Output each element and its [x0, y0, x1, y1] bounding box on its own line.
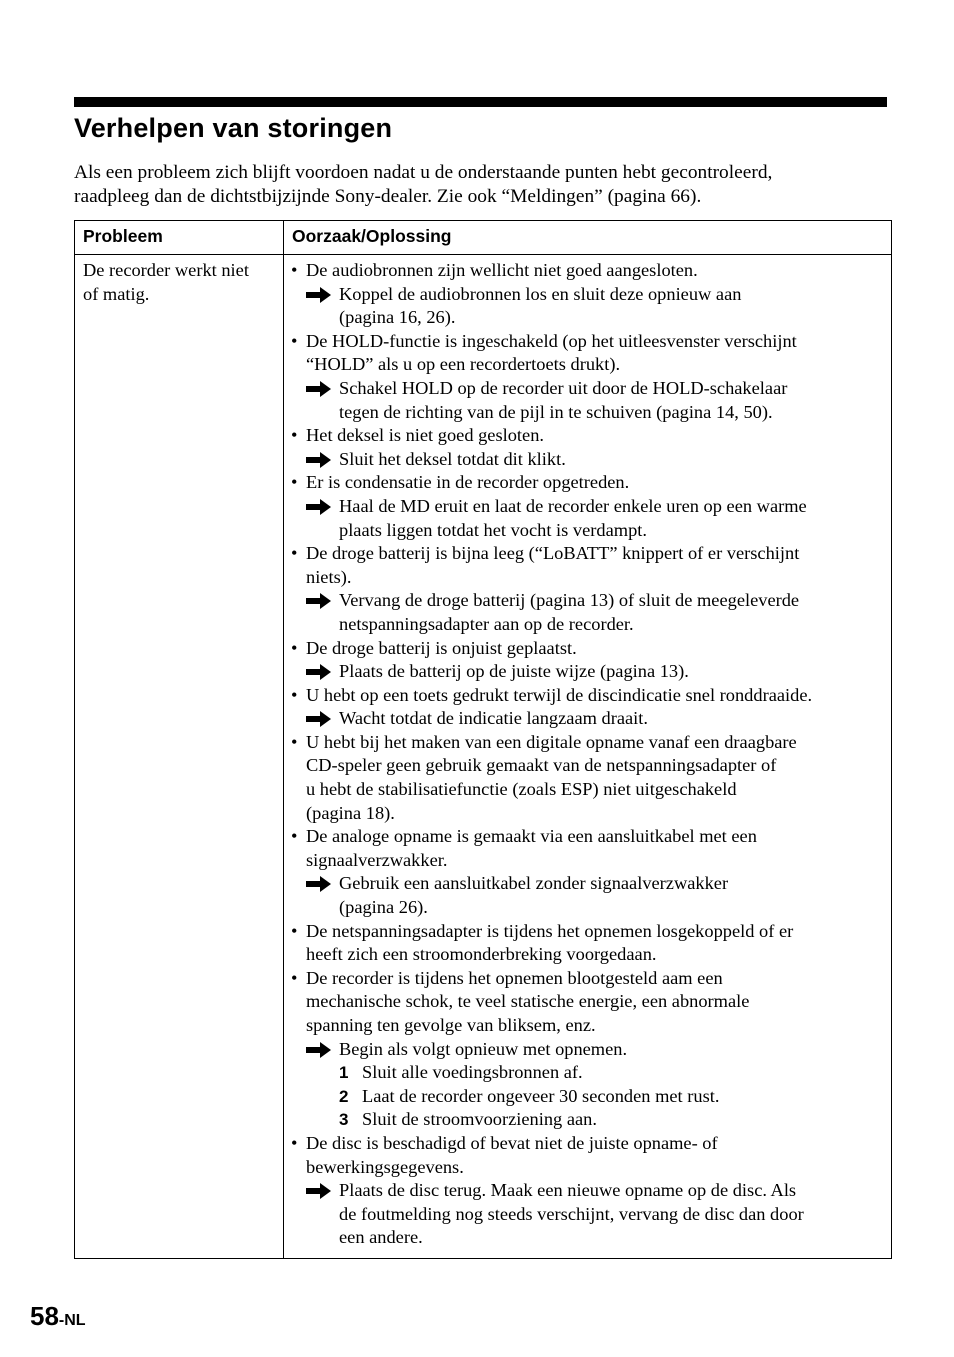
right-arrow-icon: [306, 593, 332, 609]
cause-text: u hebt de stabilisatiefunctie (zoals ESP) niet uitgeschakeld: [306, 779, 737, 800]
right-arrow-icon: [306, 287, 332, 303]
page-number-value: 58: [30, 1301, 59, 1331]
cause-line: [291, 943, 887, 967]
bullet-point: •: [291, 826, 298, 847]
cause-text: heeft zich een stroomonderbreking voorgedaan.: [306, 944, 657, 965]
remedy-line: [291, 707, 887, 731]
remedy-line: [291, 1203, 887, 1227]
cause-text: niets).: [306, 566, 352, 587]
remedy-text: Sluit het deksel totdat dit klikt.: [339, 448, 566, 469]
bullet-point: •: [291, 330, 298, 351]
right-arrow-icon: [306, 452, 332, 468]
cause-text: (pagina 18).: [306, 802, 395, 823]
cause-text: Er is condensatie in de recorder opgetreden.: [306, 472, 630, 493]
remedy-text: (pagina 26).: [339, 897, 428, 918]
cause-line: [291, 684, 887, 708]
right-arrow-icon: [306, 711, 332, 727]
step-number: 3: [339, 1110, 349, 1130]
bullet-point: •: [291, 637, 298, 658]
bullet-point: •: [291, 920, 298, 941]
remedy-line: [291, 896, 887, 920]
remedy-text: Plaats de disc terug. Maak een nieuwe opname op de disc. Als: [339, 1180, 797, 1201]
remedy-text: netspanningsadapter aan op de recorder.: [339, 613, 634, 634]
cause-line: [291, 471, 887, 495]
title-rule: [74, 97, 887, 107]
cause-text: De droge batterij is bijna leeg (“LoBATT” knippert of er verschijnt: [306, 543, 800, 564]
remedy-line: [291, 872, 887, 896]
remedy-line: [291, 519, 887, 543]
cause-text: De analoge opname is gemaakt via een aansluitkabel met een: [306, 826, 757, 847]
remedy-line: [291, 401, 887, 425]
remedy-line: [291, 495, 887, 519]
cause-text: U hebt bij het maken van een digitale opname vanaf een draagbare: [306, 731, 797, 752]
solution-cell: [284, 255, 892, 1259]
remedy-text: Koppel de audiobronnen los en sluit deze opnieuw aan: [339, 283, 742, 304]
remedy-text: tegen de richting van de pijl in te schuiven (pagina 14, 50).: [339, 401, 773, 422]
bullet-point: •: [291, 472, 298, 493]
remedy-text: Begin als volgt opnieuw met opnemen.: [339, 1038, 628, 1059]
remedy-text: de foutmelding nog steeds verschijnt, vervang de disc dan door: [339, 1203, 804, 1224]
right-arrow-icon: [306, 381, 332, 397]
cause-text: De disc is beschadigd of bevat niet de juiste opname- of: [306, 1132, 718, 1153]
remedy-text: Schakel HOLD op de recorder uit door de HOLD-schakelaar: [339, 377, 788, 398]
cause-line: [291, 542, 887, 566]
remedy-text: Gebruik een aansluitkabel zonder signaalverzwakker: [339, 873, 729, 894]
remedy-text: (pagina 16, 26).: [339, 307, 456, 328]
cause-text: De audiobronnen zijn wellicht niet goed aangesloten.: [306, 260, 698, 280]
remedy-line: [291, 1179, 887, 1203]
bullet-point: •: [291, 967, 298, 988]
intro-line: Als een probleem zich blijft voordoen nadat u de onderstaande punten hebt gecontroleerd,: [74, 162, 773, 183]
right-arrow-icon: [306, 499, 332, 515]
cause-text: CD-speler geen gebruik gemaakt van de netspanningsadapter of: [306, 755, 777, 776]
cause-line: [291, 754, 887, 778]
intro-line: raadpleeg dan de dichtstbijzijnde Sony-dealer. Zie ook “Meldingen” (pagina 66).: [74, 185, 702, 207]
cause-text: De recorder is tijdens het opnemen blootgesteld aam een: [306, 967, 723, 988]
bullet-point: •: [291, 731, 298, 752]
remedy-line: [291, 613, 887, 637]
step-text: Sluit de stroomvoorziening aan.: [362, 1109, 597, 1130]
remedy-line: [291, 448, 887, 472]
remedy-text: Wacht totdat de indicatie langzaam draait.: [339, 708, 648, 729]
remedy-text: plaats liggen totdat het vocht is verdampt.: [339, 519, 647, 540]
cause-line: [291, 1132, 887, 1156]
cause-line: [291, 353, 887, 377]
cause-line: [291, 330, 887, 354]
cause-line: [291, 1156, 887, 1180]
cause-line: [291, 566, 887, 590]
cause-line: [291, 825, 887, 849]
cause-line: [291, 802, 887, 826]
cause-line: [291, 637, 887, 661]
step-line: [291, 1085, 887, 1109]
cause-line: [291, 259, 887, 283]
step-line: [291, 1108, 887, 1132]
table-row: [75, 255, 892, 1259]
troubleshooting-table: [74, 220, 892, 1259]
cause-text: Het deksel is niet goed gesloten.: [306, 425, 545, 446]
cause-text: U hebt op een toets gedrukt terwijl de discindicatie snel ronddraaide.: [306, 684, 813, 705]
step-number: 2: [339, 1086, 349, 1106]
step-line: [291, 1061, 887, 1085]
table-header-row: [75, 221, 892, 255]
cause-text: De droge batterij is onjuist geplaatst.: [306, 637, 577, 658]
cause-line: [291, 424, 887, 448]
right-arrow-icon: [306, 876, 332, 892]
cause-text: “HOLD” als u op een recordertoets drukt).: [306, 354, 621, 375]
cause-text: spanning ten gevolge van bliksem, enz.: [306, 1015, 596, 1035]
step-number: 1: [339, 1063, 349, 1083]
page-number: [30, 1301, 86, 1332]
problem-line: De recorder werkt niet: [83, 260, 249, 280]
bullet-point: •: [291, 425, 298, 446]
remedy-line: [291, 377, 887, 401]
cause-text: bewerkingsgegevens.: [306, 1156, 464, 1177]
remedy-line: [291, 1226, 887, 1250]
problem-line: of matig.: [83, 283, 150, 304]
intro-paragraph: [74, 161, 894, 208]
remedy-text: Haal de MD eruit en laat de recorder enkele uren op een warme: [339, 495, 807, 516]
cause-text: De netspanningsadapter is tijdens het opnemen losgekoppeld of er: [306, 920, 794, 941]
page-title: Verhelpen van storingen: [74, 113, 393, 143]
column-header-problem: Probleem: [75, 221, 284, 255]
cause-text: mechanische schok, te veel statische energie, een abnormale: [306, 991, 750, 1012]
bullet-point: •: [291, 684, 298, 705]
column-header-solution: Oorzaak/Oplossing: [284, 221, 892, 255]
step-text: Sluit alle voedingsbronnen af.: [362, 1062, 583, 1083]
cause-line: [291, 778, 887, 802]
remedy-text: een andere.: [339, 1227, 423, 1248]
cause-line: [291, 990, 887, 1014]
step-text: Laat de recorder ongeveer 30 seconden met rust.: [362, 1085, 720, 1106]
cause-text: De HOLD-functie is ingeschakeld (op het uitleesvenster verschijnt: [306, 330, 797, 351]
remedy-line: [291, 1038, 887, 1062]
remedy-line: [291, 306, 887, 330]
cause-line: [291, 731, 887, 755]
remedy-line: [291, 660, 887, 684]
cause-text: signaalverzwakker.: [306, 849, 448, 870]
page-number-suffix: -NL: [58, 1312, 86, 1329]
right-arrow-icon: [306, 1183, 332, 1199]
right-arrow-icon: [306, 664, 332, 680]
remedy-text: Vervang de droge batterij (pagina 13) of sluit de meegeleverde: [339, 590, 800, 611]
cause-line: [291, 920, 887, 944]
problem-cell: [75, 255, 284, 1259]
remedy-text: Plaats de batterij op de juiste wijze (pagina 13).: [339, 661, 689, 682]
remedy-line: [291, 589, 887, 613]
cause-line: [291, 1014, 887, 1038]
bullet-point: •: [291, 543, 298, 564]
cause-line: [291, 967, 887, 991]
bullet-point: •: [291, 1132, 298, 1153]
right-arrow-icon: [306, 1042, 332, 1058]
cause-line: [291, 849, 887, 873]
remedy-line: [291, 283, 887, 307]
bullet-point: •: [291, 260, 298, 280]
